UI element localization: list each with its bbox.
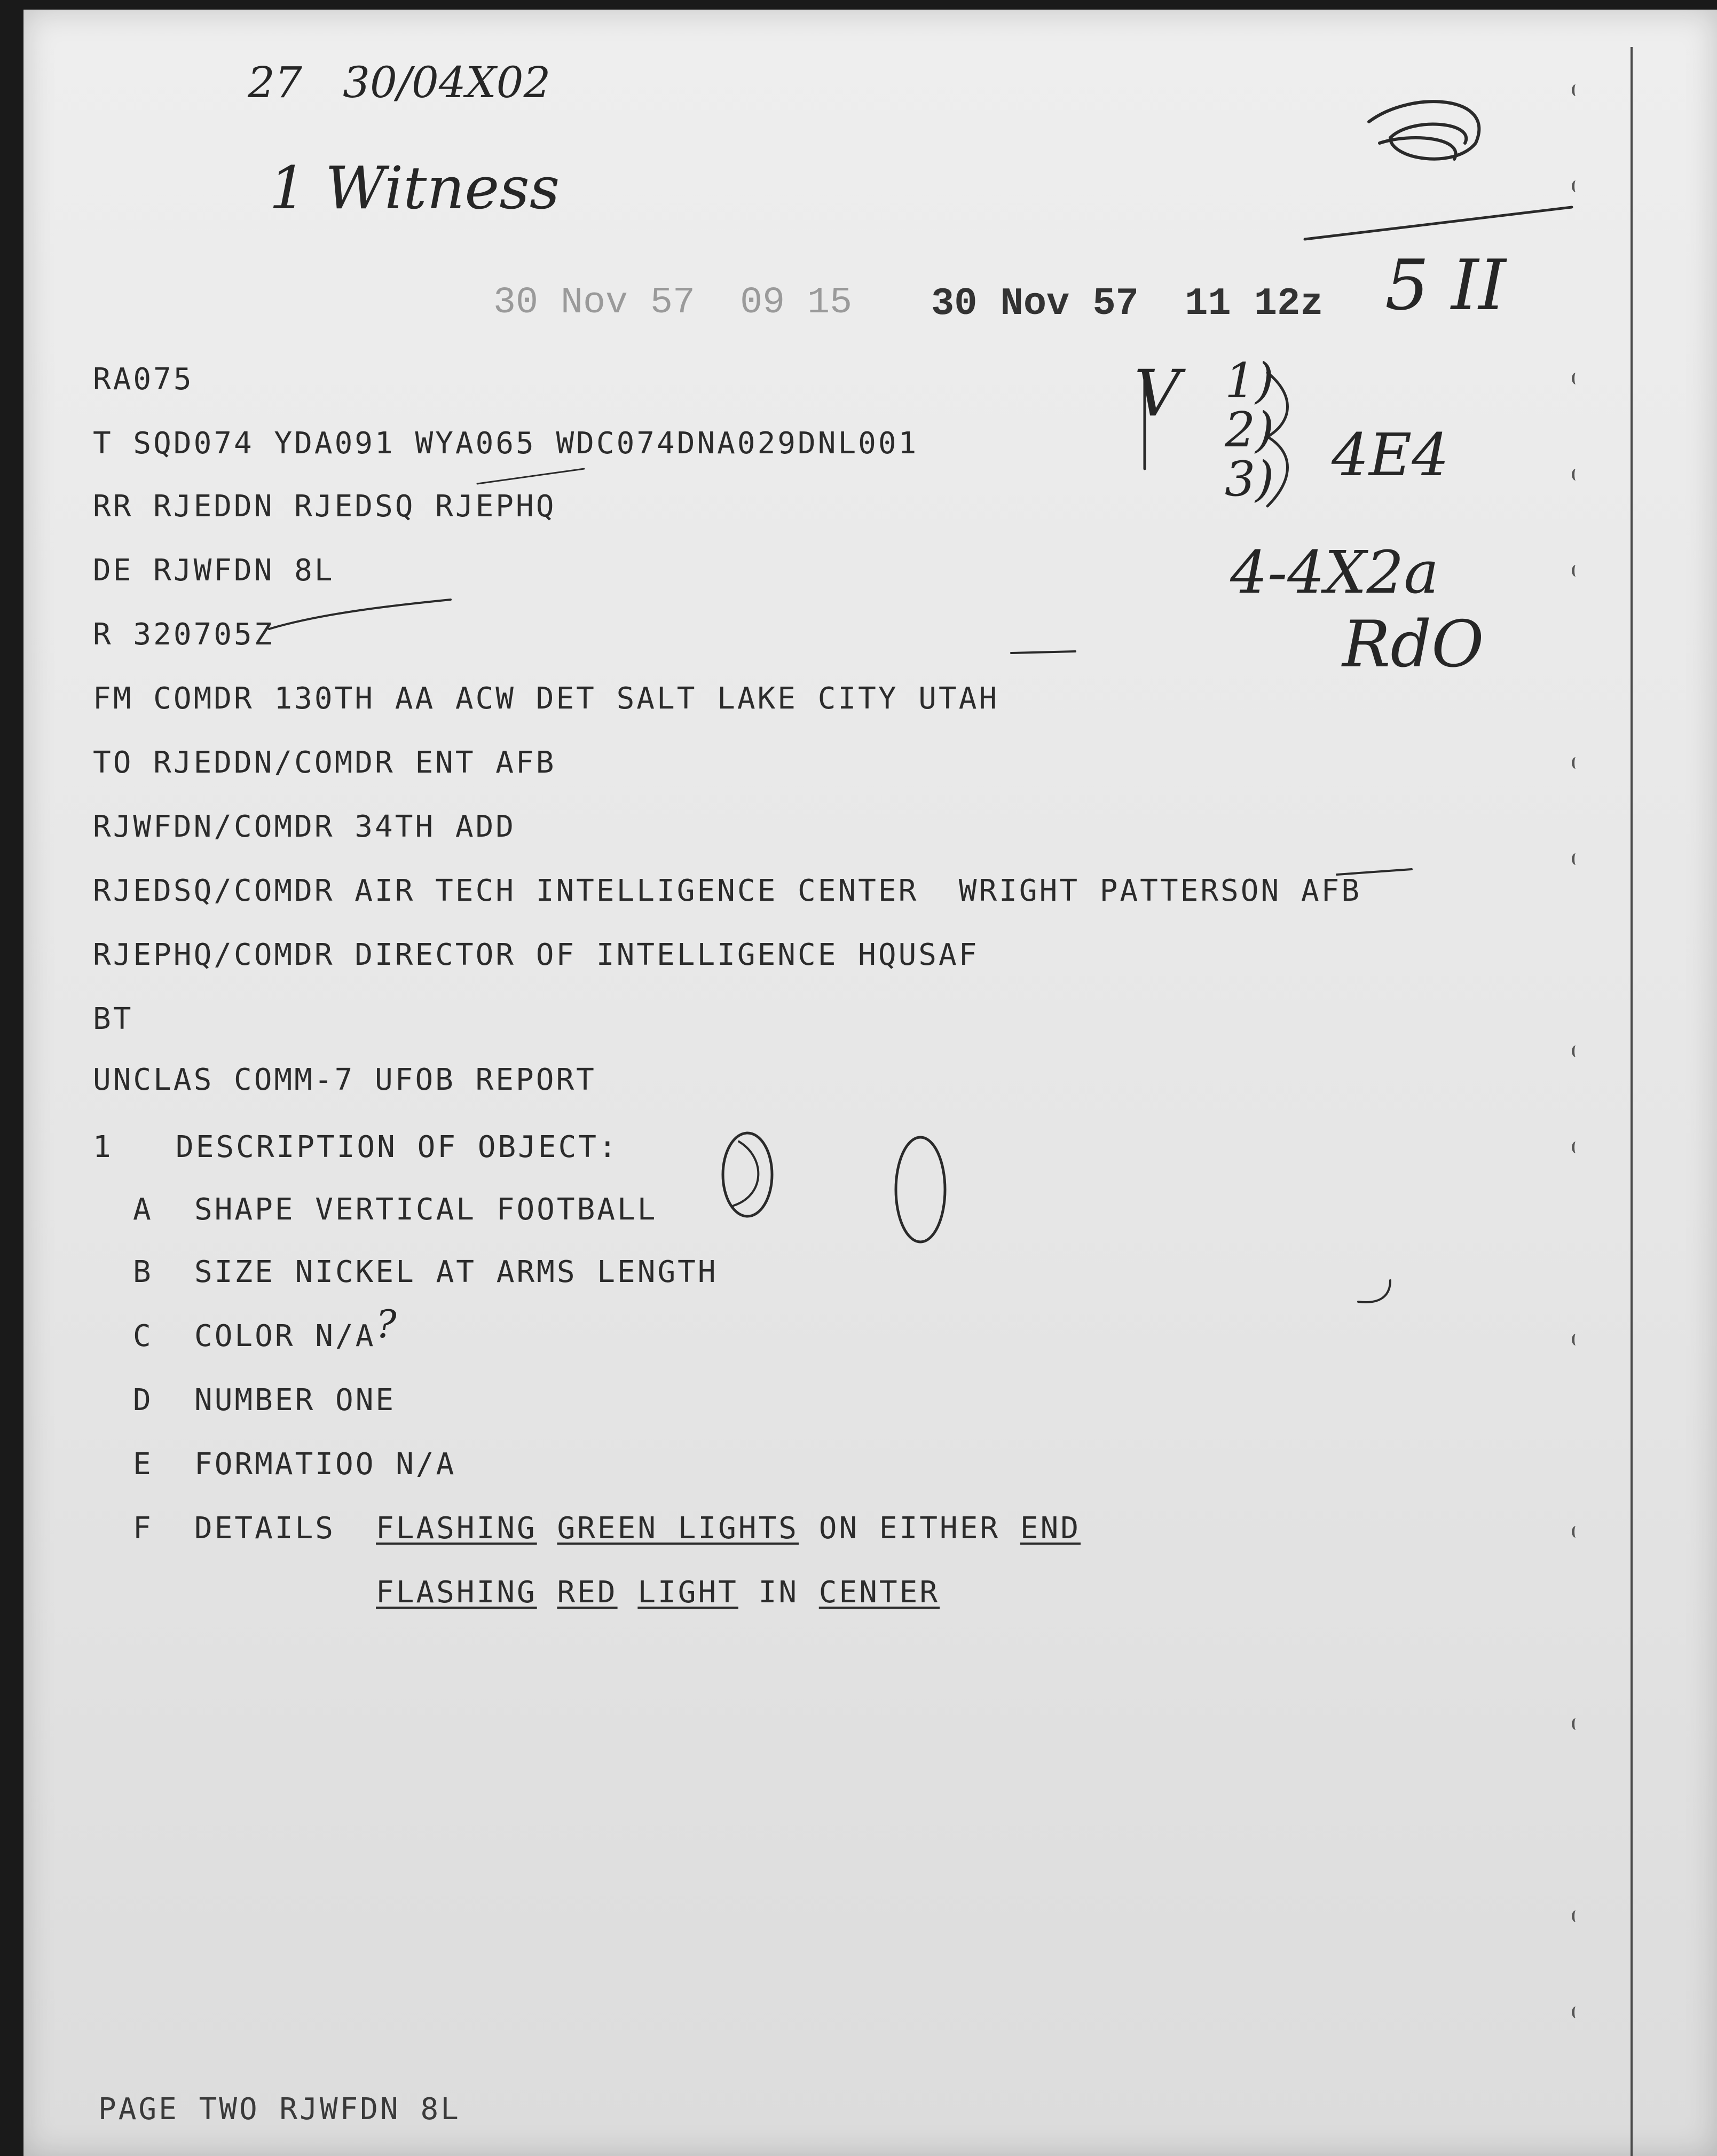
slash-line xyxy=(1305,207,1572,239)
details-line-2 xyxy=(376,1575,940,1610)
section-title: DESCRIPTION OF OBJECT: xyxy=(176,1130,619,1164)
pen-stroke xyxy=(269,600,451,629)
page-footer: PAGE TWO RJWFDN 8L xyxy=(98,2092,461,2127)
handwritten-code: 5 II xyxy=(1385,245,1506,326)
sprocket-hole xyxy=(1572,1910,1580,1922)
handwritten-list-numbers: 1) 2) 3) xyxy=(1225,353,1274,507)
oval-sketch xyxy=(896,1137,945,1242)
sprocket-hole xyxy=(1572,1045,1580,1057)
underlined-text: FLASHING xyxy=(376,1511,537,1546)
sprocket-hole xyxy=(1572,1334,1580,1345)
scribble-mark xyxy=(1369,101,1479,159)
addressee-line: RJWFDN/COMDR 34TH ADD xyxy=(93,809,516,844)
subject-line: UNCLAS COMM-7 UFOB REPORT xyxy=(93,1063,596,1097)
item-letter: F xyxy=(133,1511,153,1546)
football-sketch xyxy=(723,1133,772,1216)
handwritten-question-mark: ? xyxy=(376,1302,397,1347)
item-text: COLOR N/A xyxy=(194,1319,376,1354)
sprocket-hole xyxy=(1572,469,1580,481)
item-text: SIZE NICKEL AT ARMS LENGTH xyxy=(194,1255,718,1289)
faded-time-stamp: 30 Nov 57 09 15 xyxy=(493,282,853,324)
pen-stroke xyxy=(1358,1280,1390,1302)
sprocket-hole xyxy=(1572,853,1580,865)
item-letter: B xyxy=(133,1255,153,1289)
pen-stroke xyxy=(1011,651,1075,653)
received-time-stamp: 30 Nov 57 11 12z xyxy=(931,282,1324,326)
item-letter: D xyxy=(133,1383,153,1418)
handwritten-list-item: 4-4X2a xyxy=(1230,538,1439,607)
sprocket-hole xyxy=(1572,180,1580,192)
details-text: IN xyxy=(758,1575,799,1610)
pen-stroke xyxy=(477,469,584,484)
underlined-text: END xyxy=(1020,1511,1081,1546)
handwritten-initials: RdO xyxy=(1342,608,1484,682)
sprocket-hole xyxy=(1572,757,1580,769)
addressee-line: RJEPHQ/COMDR DIRECTOR OF INTELLIGENCE HQUSAF xyxy=(93,938,979,972)
date-time-group: R 320705Z xyxy=(93,617,274,652)
football-sketch xyxy=(734,1142,758,1206)
item-letter: C xyxy=(133,1319,153,1354)
originator-line: DE RJWFDN 8L xyxy=(93,553,335,588)
sprocket-hole xyxy=(1572,373,1580,384)
sprocket-hole xyxy=(1572,2007,1580,2018)
sprocket-hole xyxy=(1572,1526,1580,1538)
handwritten-witness-note: 1 Witness xyxy=(269,154,560,222)
handwritten-list-code: 4E4 xyxy=(1332,421,1450,489)
item-text: SHAPE VERTICAL FOOTBALL xyxy=(194,1192,658,1227)
from-line: FM COMDR 130TH AA ACW DET SALT LAKE CITY UTAH xyxy=(93,681,999,716)
details-text: ON EITHER xyxy=(818,1511,1001,1546)
transmission-line: T SQD074 YDA091 WYA065 WDC074DNA029DNL001 xyxy=(93,426,919,461)
handwritten-file-number: 27 30/04X02 xyxy=(248,58,551,107)
item-text: FORMATIOO N/A xyxy=(194,1447,456,1482)
to-line: TO RJEDDN/COMDR ENT AFB xyxy=(93,745,556,780)
sprocket-hole xyxy=(1572,1718,1580,1730)
details-line-1 xyxy=(376,1511,1081,1546)
underlined-text: GREEN LIGHTS xyxy=(557,1511,799,1546)
message-number: RA075 xyxy=(93,362,194,397)
break-line: BT xyxy=(93,1002,133,1036)
teletype-page xyxy=(23,10,1717,2156)
sprocket-hole xyxy=(1572,1142,1580,1153)
sprocket-hole xyxy=(1572,84,1580,96)
handwritten-check-mark: V xyxy=(1134,357,1180,431)
routing-indicators: RR RJEDDN RJEDSQ RJEPHQ xyxy=(93,489,556,524)
underlined-text: FLASHING xyxy=(376,1575,537,1610)
underlined-text: RED xyxy=(557,1575,618,1610)
addressee-line: RJEDSQ/COMDR AIR TECH INTELLIGENCE CENTER WRIGHT PATTERSON AFB xyxy=(93,874,1362,908)
underlined-text: CENTER xyxy=(818,1575,940,1610)
item-letter: A xyxy=(133,1192,153,1227)
item-label: DETAILS xyxy=(194,1511,336,1546)
item-letter: E xyxy=(133,1447,153,1482)
underlined-text: LIGHT xyxy=(637,1575,738,1610)
section-number: 1 xyxy=(93,1130,113,1164)
margin-rule xyxy=(1631,47,1633,2156)
item-text: NUMBER ONE xyxy=(194,1383,396,1418)
sprocket-hole xyxy=(1572,565,1580,577)
